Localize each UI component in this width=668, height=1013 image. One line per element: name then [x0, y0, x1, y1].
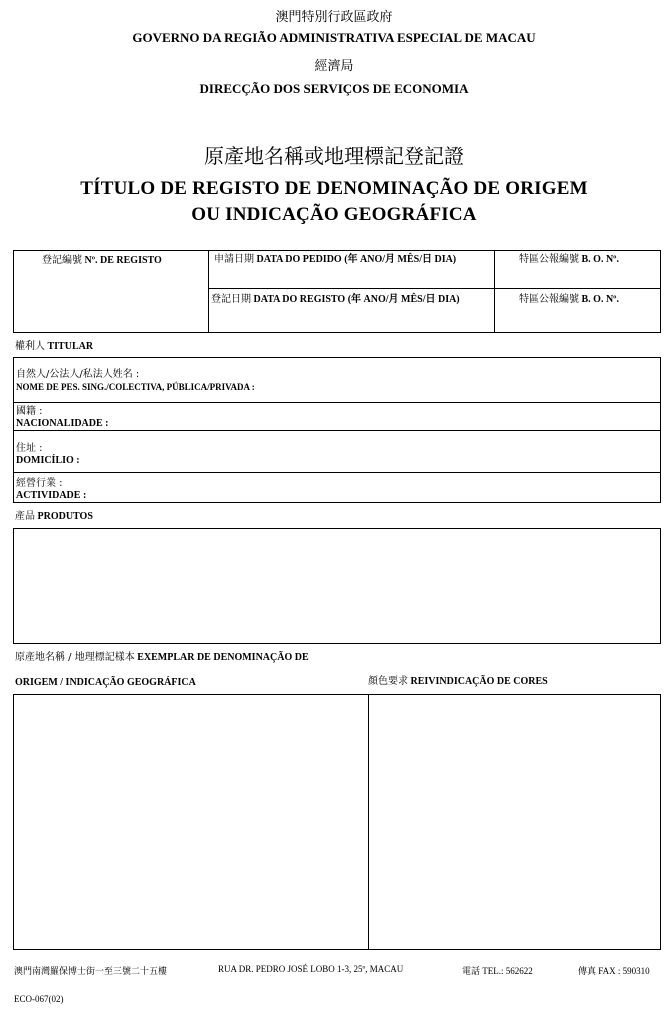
registration-date-label-pt: DATA DO REGISTO (年 ANO/月 MÊS/日 DIA)	[253, 294, 460, 305]
footer-tel-pt: TEL.: 562622	[482, 966, 533, 976]
colors-label	[368, 676, 548, 688]
activity-label-pt: ACTIVIDADE :	[16, 490, 87, 501]
name-label-pt: NOME DE PES. SING./COLECTIVA, PÚBLICA/PRIVADA :	[16, 382, 255, 392]
exemplar-label-pt-2: ORIGEM / INDICAÇÃO GEOGRÁFICA	[15, 677, 196, 688]
government-name-pt: GOVERNO DA REGIÃO ADMINISTRATIVA ESPECIAL DE MACAU	[132, 30, 536, 45]
titular-heading-pt: TITULAR	[47, 341, 94, 352]
document-title-pt-line2: OU INDICAÇÃO GEOGRÁFICA	[191, 204, 477, 225]
colors-label-pt: REIVINDICAÇÃO DE CORES	[410, 676, 548, 687]
registration-number-label	[42, 255, 162, 267]
official-bulletin-label-cjk: 特區公報編號	[519, 294, 579, 305]
request-date-label-cjk: 申請日期	[214, 254, 254, 265]
exemplar-label-pt-1: EXEMPLAR DE DENOMINAÇÃO DE	[137, 652, 309, 663]
registry-row-divider	[208, 288, 661, 289]
form-code: ECO-067(02)	[14, 994, 64, 1004]
exemplar-label-cjk: 原產地名稱 / 地理標記樣本	[15, 652, 135, 663]
department-name-cjk: 經濟局	[314, 59, 354, 74]
registration-number-label-cjk: 登記編號	[42, 255, 82, 266]
footer-fax-cjk: 傳真	[578, 967, 597, 977]
official-bulletin-label-pt: B. O. Nº.	[581, 294, 619, 305]
official-bulletin-number-label	[519, 254, 619, 266]
footer-tel-cjk: 電話	[462, 967, 481, 977]
request-date-label	[214, 254, 456, 266]
products-label-pt: PRODUTOS	[37, 511, 93, 522]
products-label	[15, 511, 93, 523]
titular-row-divider	[13, 430, 661, 431]
titular-row-divider	[13, 472, 661, 473]
request-date-label-pt: DATA DO PEDIDO (年 ANO/月 MÊS/日 DIA)	[256, 254, 457, 265]
domicile-label-cjk: 住址 :	[16, 443, 43, 454]
registration-date-label-cjk: 登記日期	[211, 294, 251, 305]
titular-heading	[15, 341, 93, 353]
nationality-label-cjk: 國籍 :	[16, 406, 43, 417]
registry-divider	[208, 250, 209, 333]
document-title-pt-line1: TÍTULO DE REGISTO DE DENOMINAÇÃO DE ORIGEM	[80, 178, 588, 199]
colors-label-cjk: 顏色要求	[368, 676, 408, 687]
footer-fax	[578, 964, 650, 977]
exemplar-label-line2	[15, 677, 196, 689]
registry-divider	[494, 250, 495, 333]
nationality-label-pt: NACIONALIDADE :	[16, 418, 109, 429]
government-name-cjk: 澳門特別行政區政府	[275, 10, 393, 25]
official-bulletin-label-pt: B. O. Nº.	[581, 254, 619, 265]
nationality-field	[16, 406, 109, 430]
footer-fax-pt: FAX : 590310	[598, 966, 650, 976]
activity-label-cjk: 經營行業 :	[16, 478, 63, 489]
titular-heading-cjk: 權利人	[15, 341, 45, 352]
titular-row-divider	[13, 402, 661, 403]
name-label-cjk: 自然人/公法人/私法人姓名 :	[16, 369, 140, 380]
registration-date-label	[211, 294, 460, 306]
registration-number-label-pt: Nº. DE REGISTO	[84, 255, 162, 266]
domicile-field	[16, 443, 80, 467]
products-box	[13, 528, 661, 644]
exemplar-box	[13, 694, 661, 950]
footer-address-cjk: 澳門南灣羅保博士街一至三號二十五樓	[14, 966, 168, 976]
exemplar-divider	[368, 694, 369, 950]
footer-telephone	[462, 964, 533, 977]
name-field	[16, 369, 255, 393]
footer-address-pt: RUA DR. PEDRO JOSÉ LOBO 1-3, 25º, MACAU	[218, 964, 404, 974]
exemplar-label	[15, 652, 309, 664]
official-bulletin-label-cjk: 特區公報編號	[519, 254, 579, 265]
document-title-cjk: 原產地名稱或地理標記登記證	[204, 144, 464, 168]
activity-field	[16, 478, 86, 502]
official-bulletin-number-label	[519, 294, 619, 306]
department-name-pt: DIRECÇÃO DOS SERVIÇOS DE ECONOMIA	[199, 81, 469, 96]
domicile-label-pt: DOMICÍLIO :	[16, 455, 80, 466]
products-label-cjk: 產品	[15, 511, 35, 522]
